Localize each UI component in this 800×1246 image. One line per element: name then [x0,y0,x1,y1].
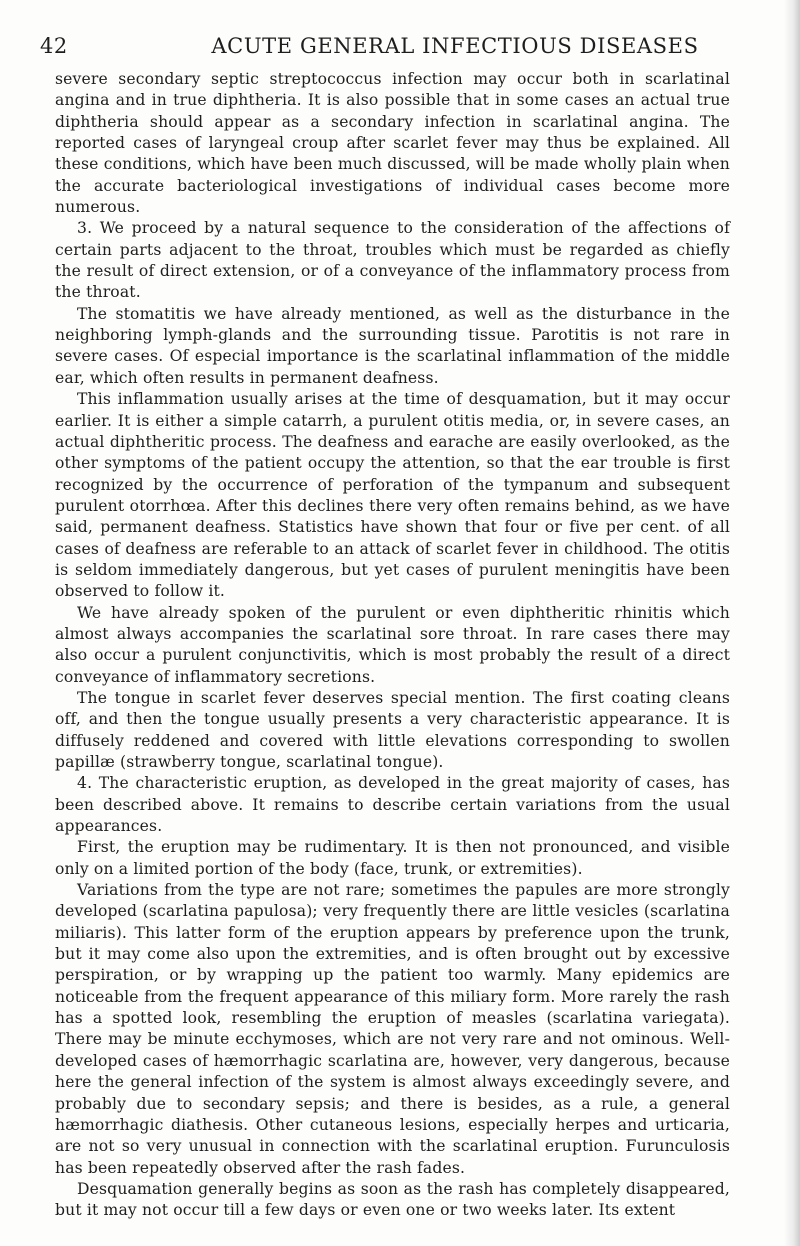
running-title: ACUTE GENERAL INFECTIOUS DISEASES [211,34,699,58]
paragraph-rhinitis: We have already spoken of the purulent or even diphtheritic rhinitis which almost always accompanies the scarlatinal sore throat. In rare cases there may also occur a purulent conjunctivitis, which is most probably the result of a direct conveyance of inflammatory secretions. [55,603,730,686]
page-number: 42 [40,34,68,58]
paragraph-continuation: severe secondary septic streptococcus infection may occur both in scarlatinal angina and in true diphtheria. It is also possible that in some cases an actual true diphtheria should appear as a secondary infection in scarlatinal angina. The reported cases of laryngeal croup after scarlet fever may thus be explained. All these conditions, which have been much discussed, will be made wholly plain when the accurate bacteriological investigations of individual cases become more numerous. [55,70,730,217]
paragraph-desquamation: Desquamation generally begins as soon as the rash has completely disappeared, but it may not occur till a few days or even one or two weeks later. Its extent [55,1179,730,1220]
paragraph-tongue: The tongue in scarlet fever deserves special mention. The first coating cleans off, and then the tongue usually presents a very characteristic appearance. It is diffusely reddened and covered with little elevations corresponding to swollen papillæ (strawberry tongue, scarlatinal tongue). [55,688,730,771]
paragraph-stomatitis: The stomatitis we have already mentioned, as well as the disturbance in the neighboring lymph-glands and the surrounding tissue. Parotitis is not rare in severe cases. Of especial importance is the scarlatinal inflammation of the middle ear, which often results in permanent deafness. [55,304,730,387]
page-header [40,34,780,64]
scan-page-edge [784,0,800,1246]
paragraph-section-4: 4. The characteristic eruption, as developed in the great majority of cases, has been described above. It remains to describe certain variations from the usual appearances. [55,774,730,836]
paragraph-section-3: 3. We proceed by a natural sequence to the consideration of the affections of certain parts adjacent to the throat, troubles which must be regarded as chiefly the result of direct extension, or of a conveyance of the inflammatory process from the throat. [55,219,730,302]
body-text [55,69,730,1222]
paragraph-rudimentary: First, the eruption may be rudimentary. It is then not pronounced, and visible only on a limited portion of the body (face, trunk, or extremities). [55,838,730,878]
paragraph-otitis: This inflammation usually arises at the time of desquamation, but it may occur earlier. It is either a simple catarrh, a purulent otitis media, or, in severe cases, an actual diphtheritic process. The deafness and earache are easily overlooked, as the other symptoms of the patient occupy the attention, so that the ear trouble is first recognized by the occurrence of perforation of the tympanum and subsequent purulent otorrhœa. After this declines there very often remains behind, as we have said, permanent deafness. Statistics have shown that four or five per cent. of all cases of deafness are referable to an attack of scarlet fever in childhood. The otitis is seldom immediately dangerous, but yet cases of purulent meningitis have been observed to follow it. [55,390,730,601]
paragraph-variations: Variations from the type are not rare; sometimes the papules are more strongly developed (scarlatina papulosa); very frequently there are little vesicles (scarlatina miliaris). This latter form of the eruption appears by preference upon the trunk, but it may come also upon the extremities, and is often brought out by excessive perspiration, or by wrapping up the patient too warmly. Many epidemics are noticeable from the frequent appearance of this miliary form. More rarely the rash has a spotted look, resembling the eruption of measles (scarlatina variegata). There may be minute ecchymoses, which are not very rare and not ominous. Well-developed cases of hæmorrhagic scarlatina are, however, very dangerous, because here the general infection of the system is almost always exceedingly severe, and probably due to secondary sepsis; and there is besides, as a rule, a general hæmorrhagic diathesis. Other cutaneous lesions, especially herpes and urticaria, are not so very unusual in connection with the scarlatinal eruption. Furunculosis has been repeatedly observed after the rash fades. [55,881,730,1177]
